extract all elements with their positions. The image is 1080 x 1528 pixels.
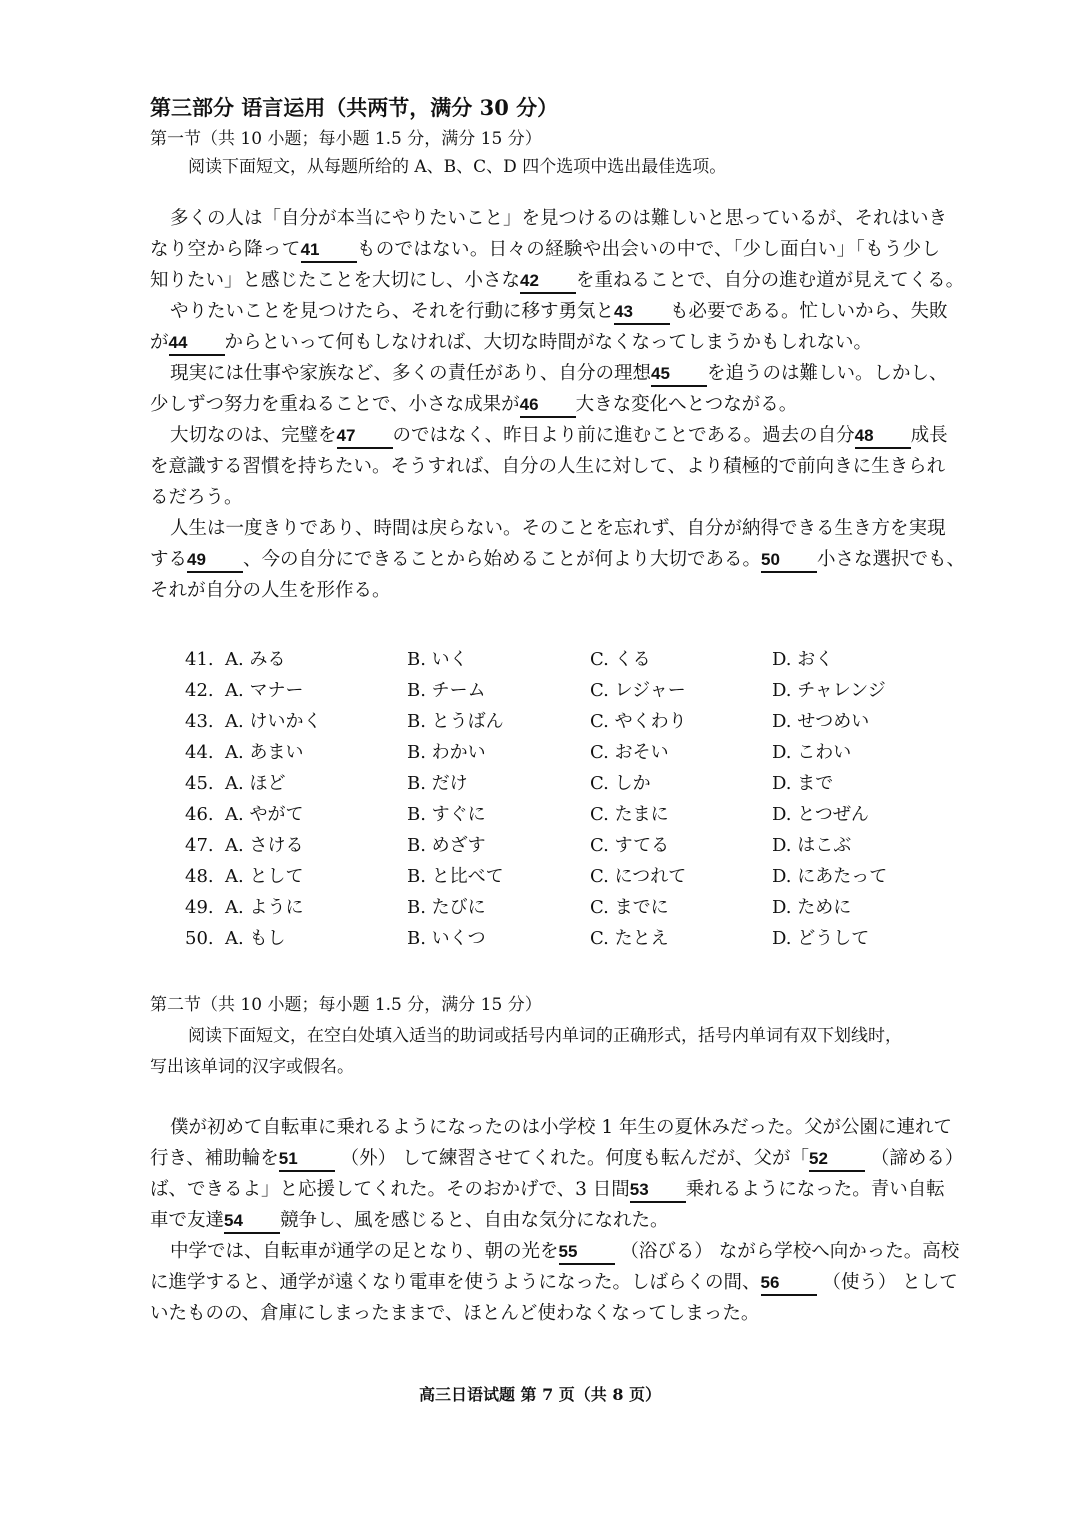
question-number: 43.: [185, 711, 214, 732]
passage-line: [150, 1174, 945, 1205]
passage-text: に進学すると、通学が遠くなり電車を使うようになった。しばらくの間、: [150, 1272, 761, 1293]
passage-text: 大切なのは、完璧を: [170, 425, 337, 446]
option-b: B. いくつ: [407, 928, 486, 949]
option-row: [185, 892, 945, 923]
option-row: [185, 737, 945, 768]
option-a: A. さける: [225, 835, 304, 856]
question-number: 42.: [185, 680, 214, 701]
question-number: 41.: [185, 649, 214, 670]
option-a: A. もし: [225, 928, 286, 949]
option-d: D. まで: [772, 773, 834, 794]
option-d: D. はこぶ: [772, 835, 852, 856]
answer-blank-48: 48: [855, 425, 911, 449]
option-d: D. とつぜん: [772, 804, 869, 825]
option-d: D. せつめい: [772, 711, 870, 732]
answer-blank-44: 44: [169, 332, 225, 356]
passage-text: 小さな選択でも、: [817, 549, 966, 570]
option-d: D. にあたって: [772, 866, 888, 887]
option-b: B. と比べて: [407, 866, 504, 887]
passage-text: いたものの、倉庫にしまったままで、ほとんど使わなくなってしまった。: [150, 1303, 760, 1324]
question-number: 46.: [185, 804, 214, 825]
option-row: [185, 861, 945, 892]
option-d: D. おく: [772, 649, 834, 670]
option-row: [185, 644, 945, 675]
option-c: C. おそい: [590, 742, 669, 763]
option-c: C. レジャー: [590, 680, 686, 701]
passage-text: を意識する習慣を持ちたい。そうすれば、自分の人生に対して、より積極的で前向きに生きられ: [150, 456, 946, 477]
option-a: A. みる: [225, 649, 286, 670]
option-a: A. ように: [225, 897, 304, 918]
option-a: A. やがて: [225, 804, 304, 825]
passage-text: 行き、補助輪を: [150, 1148, 279, 1169]
passage-text: する: [150, 549, 188, 570]
option-a: A. けいかく: [225, 711, 322, 732]
option-b: B. とうばん: [407, 711, 504, 732]
answer-blank-46: 46: [520, 394, 576, 418]
passage-text: のではなく、昨日より前に進むことである。過去の自分: [392, 425, 855, 446]
option-a: A. として: [225, 866, 304, 887]
passage-text: （諦める）: [865, 1148, 964, 1169]
option-b: B. わかい: [407, 742, 486, 763]
option-c: C. すてる: [590, 835, 670, 856]
passage-line: [150, 544, 966, 575]
section2-instruction-line: 写出该单词的汉字或假名。: [150, 1057, 354, 1077]
option-a: A. マナー: [225, 680, 304, 701]
passage-text: も必要である。忙しいから、失敗: [670, 301, 948, 322]
answer-blank-53: 53: [630, 1179, 686, 1203]
option-d: D. チャレンジ: [772, 680, 886, 701]
passage-text: 車で友達: [150, 1210, 225, 1231]
section1-passage: [150, 203, 966, 606]
passage-text: やりたいことを見つけたら、それを行動に移す勇気と: [170, 301, 615, 322]
passage-text: （外） して練習させてくれた。何度も転んだが、父が「: [334, 1148, 810, 1169]
option-row: [185, 675, 945, 706]
part-heading: 第三部分 语言运用（共两节，满分 30 分）: [150, 95, 559, 120]
passage-text: 競争し、風を感じると、自由な気分になれた。: [280, 1210, 669, 1231]
passage-line: [150, 1236, 960, 1267]
passage-line: [150, 1267, 958, 1298]
passage-line: [150, 1298, 940, 1329]
passage-text: 多くの人は「自分が本当にやりたいこと」を見つけるのは難しいと思っているが、それはいき: [170, 208, 948, 229]
option-d: D. こわい: [772, 742, 852, 763]
option-b: B. いく: [407, 649, 468, 670]
section2-instruction-line: 阅读下面短文，在空白处填入适当的助词或括号内单词的正确形式，括号内单词有双下划线时，: [188, 1026, 902, 1046]
option-row: [185, 768, 945, 799]
passage-text: ば、できるよ」と応援してくれた。そのおかげで、3 日間: [150, 1179, 630, 1200]
passage-text: なり空から降って: [150, 239, 301, 260]
option-b: B. めざす: [407, 835, 486, 856]
answer-blank-47: 47: [337, 425, 393, 449]
section2-passage: [150, 1112, 964, 1329]
passage-text: 大きな変化へとつながる。: [575, 394, 798, 415]
passage-text: 知りたい」と感じたことを大切にし、小さな: [150, 270, 521, 291]
passage-line: [150, 265, 965, 296]
option-c: C. くる: [590, 649, 651, 670]
passage-text: が: [150, 332, 169, 353]
answer-blank-56: 56: [761, 1272, 817, 1296]
passage-text: ものではない。日々の経験や出会いの中で、「少し面白い」「もう少し: [356, 239, 940, 260]
answer-blank-43: 43: [614, 301, 670, 325]
passage-line: [150, 389, 940, 420]
option-row: [185, 830, 945, 861]
answer-blank-55: 55: [559, 1241, 615, 1265]
answer-blank-52: 52: [809, 1148, 865, 1172]
passage-line: [150, 234, 940, 265]
option-row: [185, 923, 945, 954]
passage-line: [150, 482, 940, 513]
passage-line: [150, 358, 948, 389]
question-number: 44.: [185, 742, 214, 763]
option-c: C. たまに: [590, 804, 669, 825]
option-c: C. やくわり: [590, 711, 687, 732]
passage-text: 僕が初めて自転車に乗れるようになったのは小学校 1 年生の夏休みだった。父が公園に連れて: [170, 1117, 953, 1138]
passage-text: 中学では、自転車が通学の足となり、朝の光を: [170, 1241, 559, 1262]
options-table: [185, 644, 945, 954]
passage-text: 現実には仕事や家族など、多くの責任があり、自分の理想: [170, 363, 652, 384]
passage-text: 乗れるようになった。青い自転: [685, 1179, 945, 1200]
passage-line: [150, 575, 940, 606]
question-number: 49.: [185, 897, 214, 918]
option-c: C. につれて: [590, 866, 687, 887]
passage-text: 人生は一度きりであり、時間は戻らない。そのことを忘れず、自分が納得できる生き方を実現: [170, 518, 946, 539]
passage-line: [150, 203, 948, 234]
section2-title: 第二节（共 10 小题；每小题 1.5 分，满分 15 分）: [150, 995, 542, 1015]
passage-text: それが自分の人生を形作る。: [150, 580, 391, 601]
option-b: B. だけ: [407, 773, 468, 794]
question-number: 47.: [185, 835, 214, 856]
passage-line: [150, 513, 946, 544]
passage-text: 少しずつ努力を重ねることで、小さな成果が: [150, 394, 520, 415]
section1-title: 第一节（共 10 小题；每小题 1.5 分，满分 15 分）: [150, 129, 542, 149]
passage-line: [150, 1143, 964, 1174]
passage-text: を重ねることで、自分の進む道が見えてくる。: [576, 270, 965, 291]
option-a: A. ほど: [225, 773, 286, 794]
option-row: [185, 706, 945, 737]
answer-blank-45: 45: [651, 363, 707, 387]
passage-line: [150, 1112, 953, 1143]
option-c: C. しか: [590, 773, 651, 794]
option-b: B. チーム: [407, 680, 486, 701]
page-footer: 高三日语试题 第 7 页（共 8 页）: [418, 1385, 662, 1404]
answer-blank-49: 49: [187, 549, 243, 573]
option-a: A. あまい: [225, 742, 304, 763]
passage-line: [150, 420, 948, 451]
passage-text: （浴びる） ながら学校へ向かった。高校: [614, 1241, 960, 1262]
passage-text: 成長: [910, 425, 948, 446]
option-d: D. どうして: [772, 928, 870, 949]
option-c: C. たとえ: [590, 928, 669, 949]
option-d: D. ために: [772, 897, 852, 918]
question-number: 48.: [185, 866, 214, 887]
passage-text: 、今の自分にできることから始めることが何より大切である。: [243, 549, 762, 570]
option-c: C. までに: [590, 897, 669, 918]
passage-line: [150, 1205, 940, 1236]
passage-line: [150, 327, 940, 358]
question-number: 50.: [185, 928, 214, 949]
option-row: [185, 799, 945, 830]
answer-blank-50: 50: [761, 549, 817, 573]
passage-line: [150, 451, 946, 482]
answer-blank-41: 41: [301, 239, 357, 263]
passage-text: を追うのは難しい。しかし、: [707, 363, 948, 384]
option-b: B. たびに: [407, 897, 486, 918]
section1-instruction: 阅读下面短文，从每题所给的 A、B、C、D 四个选项中选出最佳选项。: [188, 157, 727, 177]
passage-text: るだろう。: [150, 487, 243, 508]
question-number: 45.: [185, 773, 214, 794]
passage-text: からといって何もしなければ、大切な時間がなくなってしまうかもしれない。: [224, 332, 873, 353]
passage-text: （使う） として: [816, 1272, 958, 1293]
answer-blank-42: 42: [520, 270, 576, 294]
answer-blank-54: 54: [224, 1210, 280, 1234]
passage-line: [150, 296, 948, 327]
option-b: B. すぐに: [407, 804, 486, 825]
answer-blank-51: 51: [279, 1148, 335, 1172]
